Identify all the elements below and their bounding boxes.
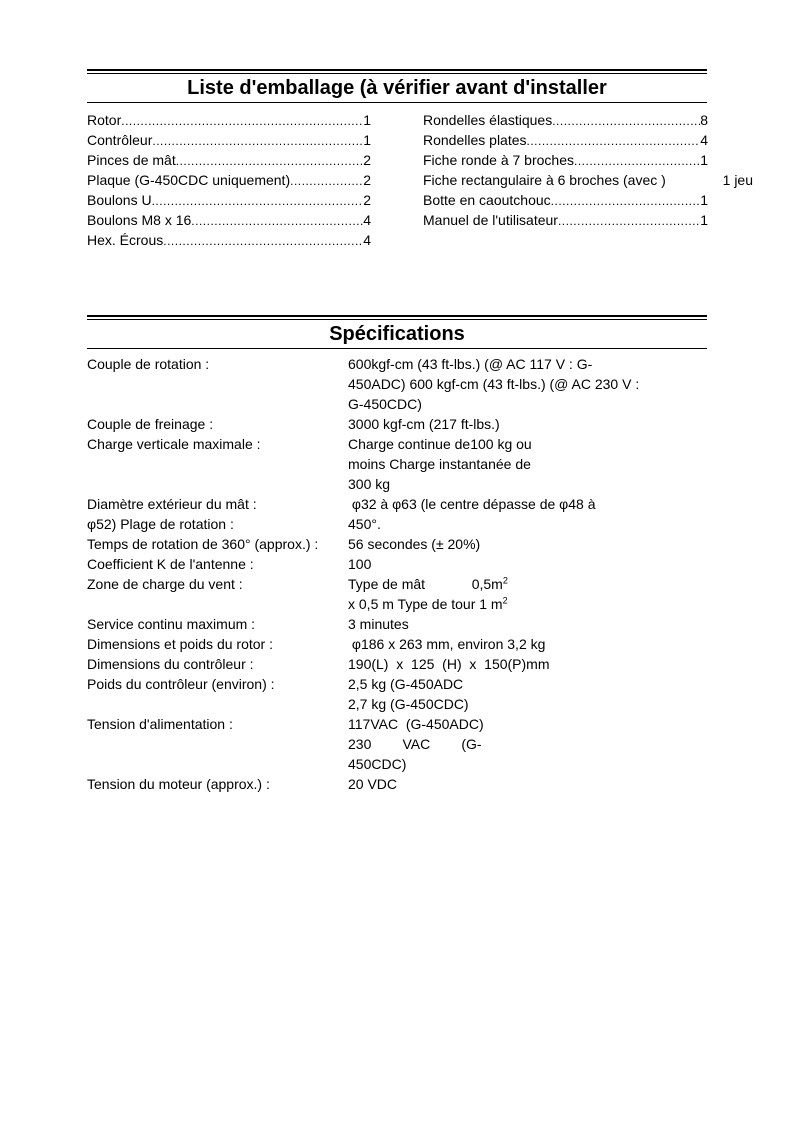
spec-label: Tension du moteur (approx.) : xyxy=(87,776,270,792)
spec-label-extra: φ52) Plage de rotation : xyxy=(87,516,234,532)
spec-value: 2,5 kg (G-450ADC 2,7 kg (G-450CDC) xyxy=(348,676,469,712)
packing-item: Fiche rectangulaire à 6 broches (avec ) 1 jeu xyxy=(423,172,753,188)
spec-value: Type de mât $0,5m^2$ x 0,5 m Type de tour 1 $m^2$ xyxy=(348,575,508,612)
header-rule-second xyxy=(87,319,707,320)
spec-value: 20 VDC xyxy=(348,776,398,792)
spec-label: Dimensions et poids du rotor : xyxy=(87,636,273,652)
spec-label: Couple de rotation : xyxy=(87,356,210,372)
spec-label: Couple de freinage : xyxy=(87,416,214,432)
spec-label: Zone de charge du vent : xyxy=(87,576,243,592)
specs-header xyxy=(87,315,707,349)
header-rule-top xyxy=(87,315,707,317)
spec-label: Poids du contrôleur (environ) : xyxy=(87,676,275,692)
packing-item: Boulons U ..... 2 xyxy=(87,190,371,210)
header-rule-second xyxy=(87,73,707,74)
spec-value: 3 minutes xyxy=(348,616,409,632)
packing-item: Fiche ronde à 7 broches ..... 1 xyxy=(423,150,708,170)
spec-value: 117VAC (G-450ADC) 230 VAC (G- 450CDC) xyxy=(348,716,484,772)
header-rule-bottom xyxy=(87,348,707,349)
spec-label: Temps de rotation de 360° (approx.) : xyxy=(87,536,319,552)
header-rule-bottom xyxy=(87,102,707,103)
packing-title: Liste d'emballage (à vérifier avant d'installer xyxy=(187,77,607,99)
spec-value: Charge continue de100 kg ou moins Charge instantanée de 300 kg xyxy=(348,436,532,492)
packing-item: Pinces de mât ..... 2 xyxy=(87,150,371,170)
spec-label: Service continu maximum : xyxy=(87,616,256,632)
packing-item: Botte en caoutchouc ..... 1 xyxy=(423,190,708,210)
packing-item: Rotor ..... 1 xyxy=(87,110,371,130)
spec-value: 600kgf-cm (43 ft-lbs.) (@ AC 117 V : G- 450ADC) 600 kgf-cm (43 ft-lbs.) (@ AC 230 V : G-450CDC) xyxy=(348,356,640,412)
packing-item: Rondelles élastiques ..... 8 xyxy=(423,110,708,130)
superscript: 2 xyxy=(502,595,508,606)
spec-value: 100 xyxy=(348,556,372,572)
specs-title: Spécifications xyxy=(329,323,465,345)
packing-item: Manuel de l'utilisateur ..... 1 xyxy=(423,210,708,230)
spec-value: 56 secondes (± 20%) xyxy=(348,536,481,552)
superscript: 2 xyxy=(502,575,508,586)
spec-value: φ186 x 263 mm, environ 3,2 kg xyxy=(348,636,546,652)
packing-item: Boulons M8 x 16 ..... 4 xyxy=(87,210,371,230)
packing-item: Plaque (G-450CDC uniquement) ..... 2 xyxy=(87,170,371,190)
spec-label: Coefficient K de l'antenne : xyxy=(87,556,254,572)
packing-header xyxy=(87,69,707,103)
header-rule-top xyxy=(87,69,707,71)
spec-label: Charge verticale maximale : xyxy=(87,436,261,452)
spec-label: Dimensions du contrôleur : xyxy=(87,656,254,672)
packing-item: Contrôleur ..... 1 xyxy=(87,130,371,150)
spec-value: 190(L) x 125 (H) x 150(P)mm xyxy=(348,656,550,672)
packing-item: Rondelles plates ..... 4 xyxy=(423,130,708,150)
spec-label: Diamètre extérieur du mât : xyxy=(87,496,257,512)
spec-value: 3000 kgf-cm (217 ft-lbs.) xyxy=(348,416,500,432)
spec-value: φ32 à φ63 (le centre dépasse de φ48 à 450°. xyxy=(348,496,596,532)
spec-label: Tension d'alimentation : xyxy=(87,716,233,732)
packing-item: Hex. Écrous ..... 4 xyxy=(87,230,371,250)
